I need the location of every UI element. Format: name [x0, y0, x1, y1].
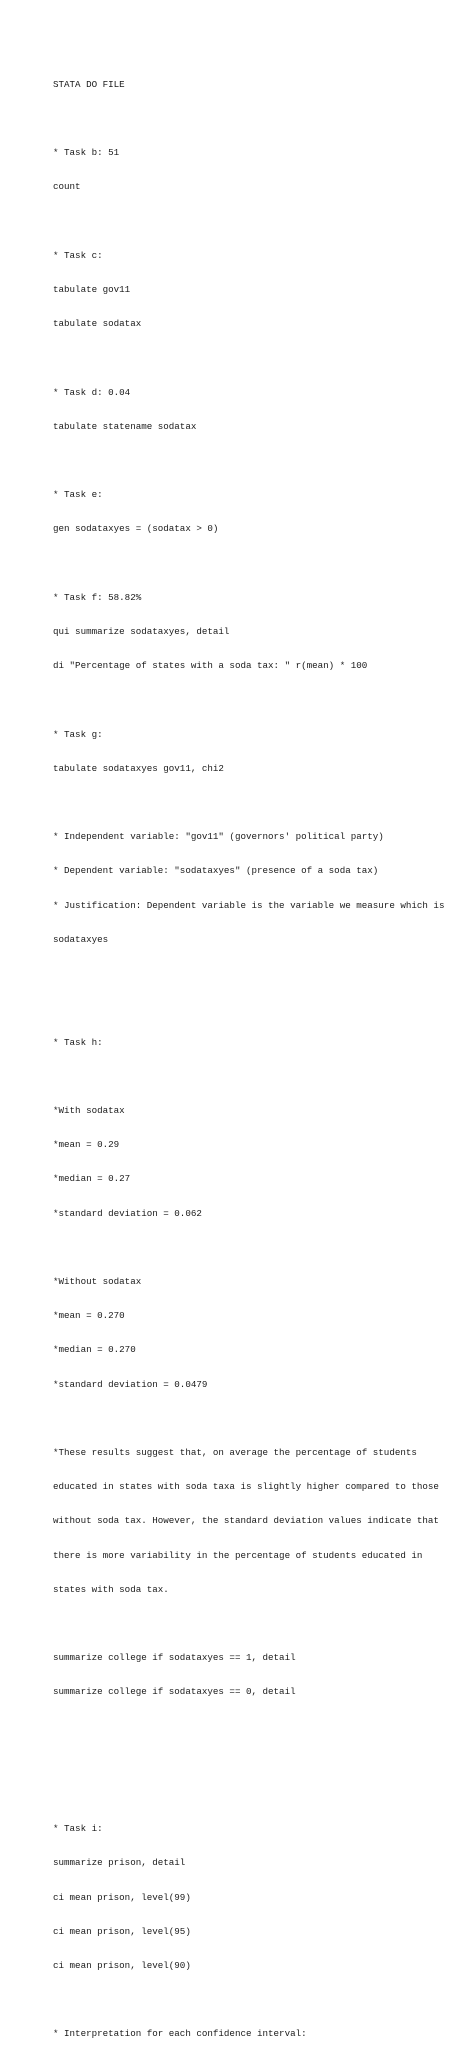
doc-line: tabulate statename sodatax	[53, 420, 197, 432]
doc-line: *Without sodatax	[53, 1275, 142, 1287]
doc-line: * Task e:	[53, 489, 103, 501]
doc-line: * Task h:	[53, 1036, 103, 1048]
doc-line: *median = 0.27	[53, 1173, 131, 1185]
doc-line	[53, 352, 463, 363]
doc-line: * Task i:	[53, 1823, 103, 1835]
doc-line: * Task b: 51	[53, 147, 120, 159]
doc-line: ci mean prison, level(90)	[53, 1959, 191, 1971]
do-file-text	[53, 56, 463, 2063]
doc-line	[53, 558, 463, 569]
doc-line: there is more variability in the percentage of students educated in	[53, 1549, 423, 1561]
doc-line: * Task g:	[53, 728, 103, 740]
doc-line: tabulate gov11	[53, 284, 131, 296]
doc-line: sodataxyes	[53, 933, 109, 945]
doc-line: summarize college if sodataxyes == 1, detail	[53, 1652, 296, 1664]
doc-line	[53, 1413, 463, 1424]
doc-line: tabulate sodatax	[53, 318, 142, 330]
doc-line: ci mean prison, level(99)	[53, 1891, 191, 1903]
doc-line	[53, 797, 463, 808]
doc-line: tabulate sodataxyes gov11, chi2	[53, 762, 224, 774]
doc-line	[53, 1789, 463, 1800]
doc-line	[53, 1755, 463, 1766]
doc-line: ci mean prison, level(95)	[53, 1925, 191, 1937]
doc-line	[53, 1071, 463, 1082]
doc-line: * Justification: Dependent variable is the variable we measure which is	[53, 899, 445, 911]
doc-line: *mean = 0.270	[53, 1310, 125, 1322]
doc-line: *standard deviation = 0.0479	[53, 1378, 208, 1390]
doc-line: *standard deviation = 0.062	[53, 1207, 202, 1219]
doc-line: *mean = 0.29	[53, 1139, 120, 1151]
doc-line	[53, 113, 463, 124]
doc-line: * Independent variable: "gov11" (governors' political party)	[53, 831, 384, 843]
doc-line: * Interpretation for each confidence interval:	[53, 2028, 307, 2040]
doc-line	[53, 1618, 463, 1629]
doc-line	[53, 694, 463, 705]
doc-line: * Task f: 58.82%	[53, 591, 142, 603]
doc-line: count	[53, 181, 81, 193]
doc-line: * Task c:	[53, 249, 103, 261]
doc-line	[53, 455, 463, 466]
doc-line: without soda tax. However, the standard deviation values indicate that	[53, 1515, 439, 1527]
doc-line: qui summarize sodataxyes, detail	[53, 626, 230, 638]
doc-line	[53, 1994, 463, 2005]
doc-line	[53, 1002, 463, 1013]
doc-line: states with soda tax.	[53, 1583, 169, 1595]
doc-line: * Dependent variable: "sodataxyes" (presence of a soda tax)	[53, 865, 379, 877]
doc-line: *These results suggest that, on average the percentage of students	[53, 1446, 417, 1458]
doc-line: summarize prison, detail	[53, 1857, 186, 1869]
doc-line	[53, 968, 463, 979]
doc-line: STATA DO FILE	[53, 78, 125, 90]
doc-line: gen sodataxyes = (sodatax > 0)	[53, 523, 219, 535]
doc-line: di "Percentage of states with a soda tax: " r(mean) * 100	[53, 660, 368, 672]
doc-line	[53, 1242, 463, 1253]
doc-line: * Task d: 0.04	[53, 386, 131, 398]
doc-line	[53, 216, 463, 227]
doc-line	[53, 1721, 463, 1732]
doc-line: *With sodatax	[53, 1104, 125, 1116]
doc-line: educated in states with soda taxa is slightly higher compared to those	[53, 1481, 439, 1493]
doc-line: summarize college if sodataxyes == 0, detail	[53, 1686, 296, 1698]
doc-line: *median = 0.270	[53, 1344, 136, 1356]
